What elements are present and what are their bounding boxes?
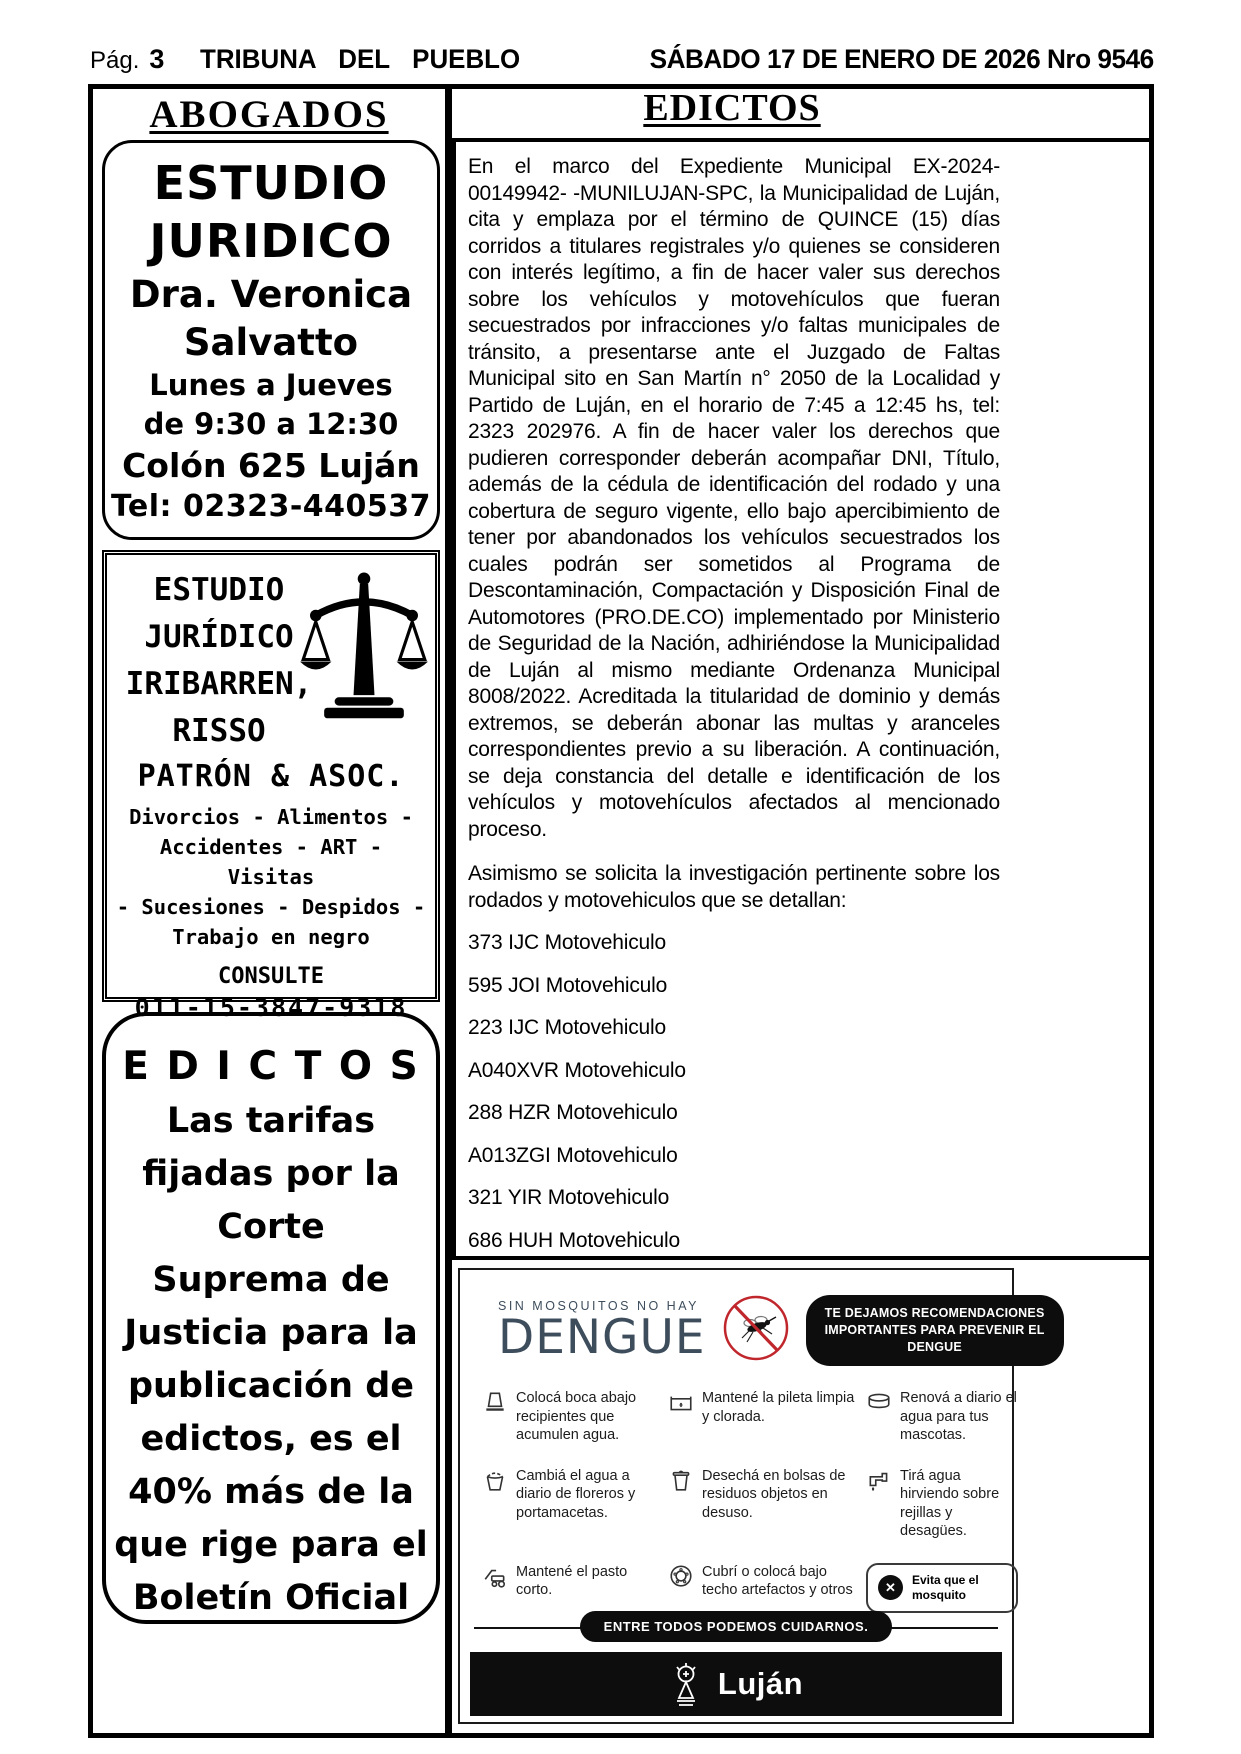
consulte-label: CONSULTE [218,964,324,989]
services-line: - Sucesiones - Despidos - [116,895,426,919]
lawnmower-icon [482,1564,508,1588]
faucet-icon [866,1468,892,1492]
ad-line: JURIDICO [149,214,393,269]
dengue-tip: Mantené el pasto corto. [482,1563,662,1613]
vehicle-entry: 223 IJC Motovehiculo [468,1016,666,1039]
firm-line: PATRÓN & ASOC. [137,759,405,794]
dengue-tip: Tirá agua hirviendo sobre rejillas y desagües. [866,1467,1018,1541]
ad-line: ESTUDIO [153,155,389,210]
firm-line: IRIBARREN, [125,666,313,702]
dengue-tip: Cubrí o colocá bajo techo artefactos y otros [668,1563,860,1613]
firm-line: JURÍDICO [144,619,294,655]
vehicle-entry: 373 IJC Motovehiculo [468,931,666,954]
tire-icon [668,1564,694,1588]
no-mosquito-icon [720,1292,792,1369]
tarifa-line: Suprema de [152,1260,390,1300]
ad-phone: 011-15-3847-9318 [134,993,408,1022]
tarifa-line: 40% más de la [128,1472,414,1512]
edicto-intro2: Asimismo se solicita la investigación pertinente sobre los rodados y motovehiculos que se detallan: [468,862,1000,912]
vehicle-entry: A013ZGI Motovehiculo [468,1143,678,1167]
dengue-tip: Cambiá el agua a diario de floreros y portamacetas. [482,1467,662,1541]
ad-address: Colón 625 Luján [122,445,420,485]
dengue-tip: Desechá en bolsas de residuos objetos en desuso. [668,1467,860,1541]
avoid-mosquito-pill: ✕ Evita que el mosquito [866,1563,1018,1613]
ad-line: Lunes a Jueves [149,368,393,403]
tarifa-line: edictos, es el [140,1419,402,1459]
masthead [90,44,1154,75]
tarifa-line: que rige para el [114,1525,428,1565]
firm-line: ESTUDIO [153,572,285,608]
services-line: Trabajo en negro [172,925,370,949]
newspaper-name: TRIBUNA DEL PUEBLO [200,44,521,74]
banner-text: ENTRE TODOS PODEMOS CUIDARNOS. [580,1611,893,1642]
vehicle-entry: A040XVR Motovehiculo [468,1058,686,1082]
vehicle-entry: 686 HUH Motovehiculo [468,1228,680,1252]
ad-edictos-tarifas [102,1012,440,1624]
ad-estudio-juridico-salvatto [102,140,440,540]
scales-of-justice-icon [299,567,429,729]
services-line: Divorcios - Alimentos - [129,805,413,829]
dengue-title: DENGUE [498,1310,706,1366]
lujan-emblem-icon [669,1662,703,1706]
section-title-abogados: ABOGADOS [149,93,389,136]
vehicle-entry: 321 YIR Motovehiculo [468,1186,670,1209]
tarifa-line: publicación de [127,1366,415,1406]
ad-line: de 9:30 a 12:30 [143,406,399,441]
tarifa-line: Corte [217,1207,325,1247]
firm-line: RISSO [172,713,266,749]
x-circle-icon: ✕ [878,1575,903,1600]
issue-date: SÁBADO 17 DE ENERO DE 2026 Nro 9546 [649,44,1154,74]
bucket-icon [482,1468,508,1492]
ad-line: Dra. Veronica [129,272,413,316]
pill-line: TE DEJAMOS RECOMENDACIONES [824,1306,1045,1320]
ad-line: Salvatto [183,320,359,364]
edicto-body: En el marco del Expediente Municipal EX-2024-00149942- -MUNILUJAN-SPC, la Municipalidad de Luján, cita y emplaza por el término de QUINCE (15) días corridos a titulares registrales y/o quienes se consideren con interés legítimo, a fin de hacer valer sus derechos sobre los vehículos y motovehículos que fueran secuestrados por infracciones y/o faltas municipales de tránsito, a presentarse ante el Juzgado de Faltas Municipal sito en San Martín n° 2050 de la Localidad y Partido de Luján, en el horario de 7:45 a 12:45 hs, tel: 2323 202976. A fin de hacer valer los derechos que pudieren corresponder deberán acompañar DNI, Título, además de la cédula de identificación del rodado y una cobertura de seguro vigente, ello bajo apercibimiento de tener por abandonados los vehículos secuestrados los cuales podrán ser sometidos al Programa de Descontaminación, Compactación y Disposición Final de Automotores (PRO.DE.CO) implementado por Ministerio de Seguridad de la Nación, adhiriéndose la Municipalidad de Luján al mismo mediante Ordenanza Municipal 8008/2022. Acreditada la titularidad de dominio y demás extremos, se deberán abonar las multas y aranceles correspondientes previo a su liberación. A continuación, se deja constancia del detalle e identificación de los vehículos y motovehículos afectados al mencionado proceso. [468,155,1000,841]
dengue-tagline: SIN MOSQUITOS NO HAY [498,1298,699,1313]
section-title-edictos: EDICTOS [643,87,821,129]
page-label: Pág. [90,47,140,74]
ad-title: E D I C T O S [122,1044,420,1089]
tarifa-line: Las tarifas [166,1101,376,1141]
dengue-recommendations-pill [806,1295,1064,1366]
edicto-notice [452,138,1154,1260]
lujan-footer-bar [470,1652,1002,1716]
dengue-prevention-ad [458,1268,1045,1724]
tarifa-line: fijadas por la [142,1154,400,1194]
dengue-banner [474,1611,998,1642]
pool-icon [668,1390,694,1414]
tarifa-line: Justicia para la [124,1313,418,1353]
dengue-tip: Colocá boca abajo recipientes que acumulen agua. [482,1389,662,1445]
ad-estudio-juridico-iribarren [102,550,440,1022]
column-divider [445,84,452,1738]
trash-bin-icon [668,1468,694,1492]
ad-phone: Tel: 02323-440537 [110,489,432,525]
pet-bowl-icon [866,1390,892,1414]
pill-line: IMPORTANTES PARA PREVENIR EL DENGUE [824,1323,1045,1354]
vehicle-entry: 595 JOI Motovehiculo [468,973,668,997]
container-upside-down-icon [482,1390,508,1414]
dengue-tip: Mantené la pileta limpia y clorada. [668,1389,860,1445]
page-number: 3 [149,44,165,74]
municipality-name: Luján [717,1666,804,1701]
dengue-tip: Renová a diario el agua para tus mascotas. [866,1389,1018,1445]
vehicle-entry: 288 HZR Motovehiculo [468,1101,678,1124]
tarifa-line: Boletín Oficial [132,1578,410,1618]
services-line: Accidentes - ART - Visitas [159,835,383,889]
